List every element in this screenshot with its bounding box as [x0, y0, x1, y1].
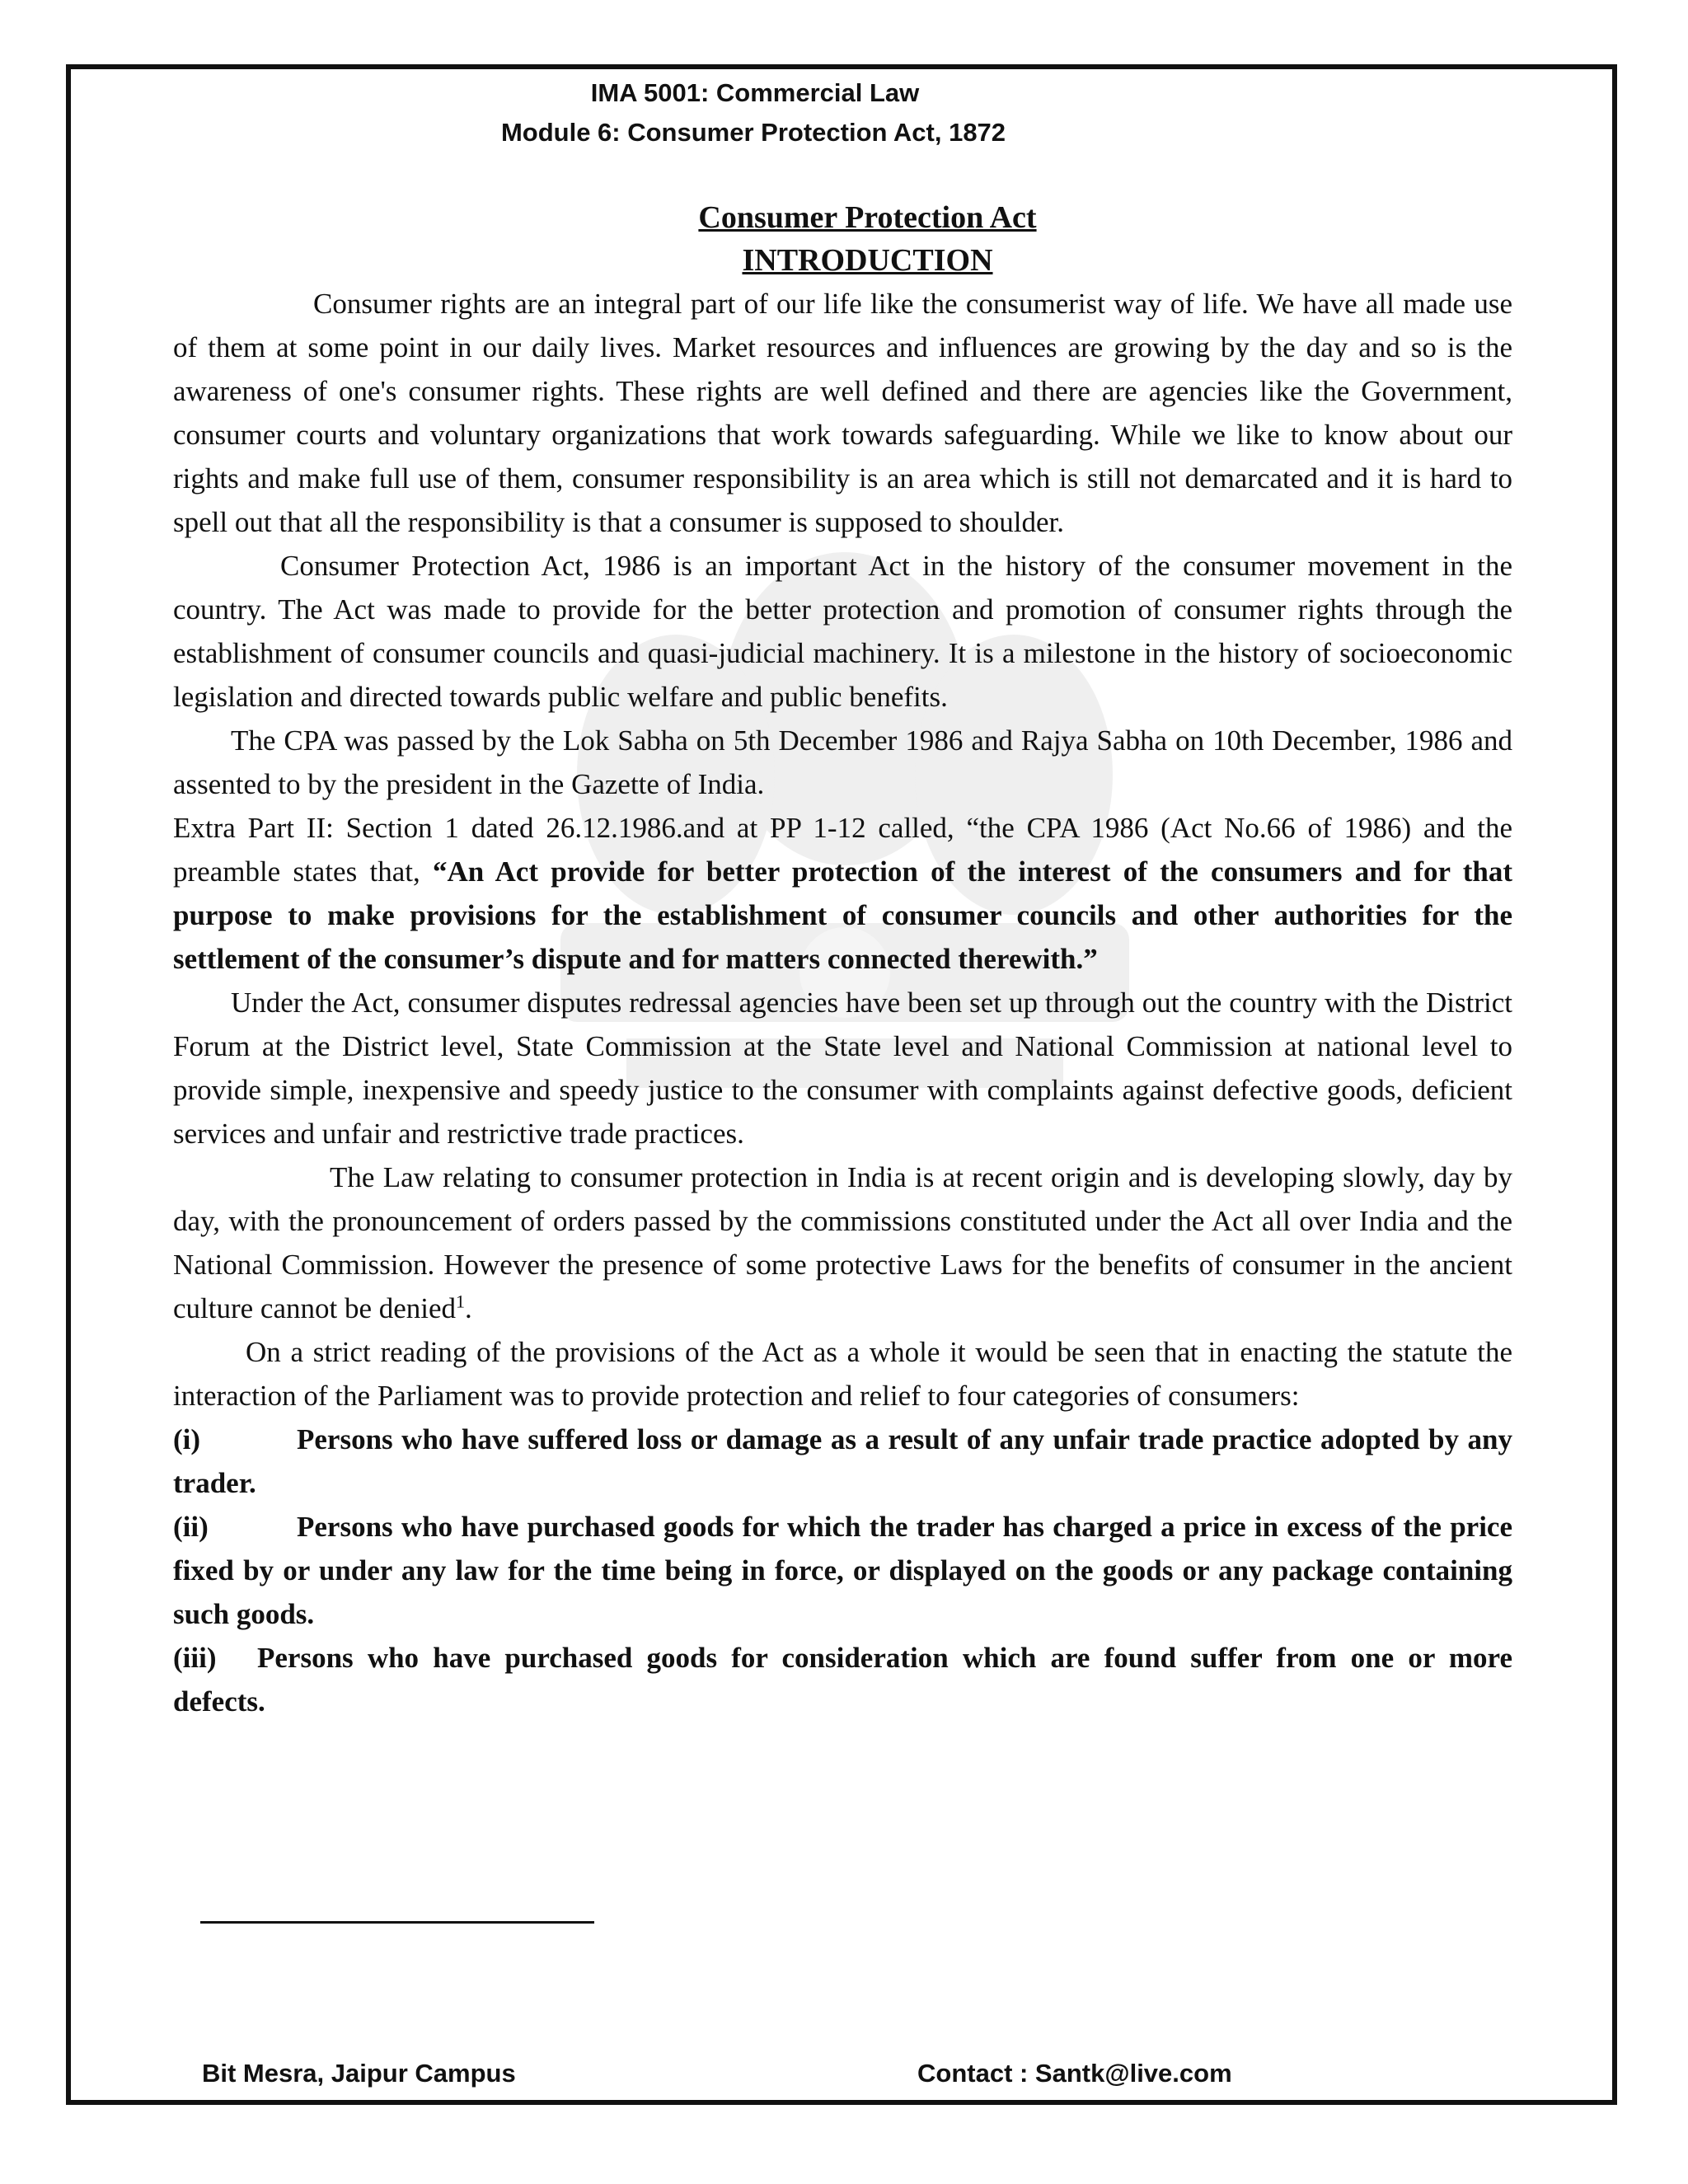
footer-contact: Contact : Santk@live.com [917, 2059, 1232, 2088]
document-body [173, 196, 1512, 1723]
footnote-ref: 1 [456, 1291, 466, 1312]
list-item-text: Persons who have purchased goods for which the trader has charged a price in excess of the price fixed by or under any law for the time being in force, or displayed on the goods or any package containing such goods. [173, 1511, 1512, 1630]
list-item-text: Persons who have suffered loss or damage as a result of any unfair trade practice adopted by any trader. [173, 1423, 1512, 1499]
paragraph-6: The Law relating to consumer protection in India is at recent origin and is developing slowly, day by day, with the pronouncement of orders passed by the commissions constituted under the Act all over India and the National Commission. However the presence of some protective Laws for the benefits of consumer in the ancient culture cannot be denied$^1$. [173, 1161, 1512, 1324]
footnote-separator [200, 1921, 594, 1924]
course-header: IMA 5001: Commercial Law [590, 78, 920, 107]
section-heading: INTRODUCTION [742, 243, 993, 278]
list-item-number: (i) [173, 1423, 201, 1455]
paragraph-4-plain: Extra Part II: Section 1 dated 26.12.1986.and at PP 1-12 called, “the CPA 1986 (Act No.66 of 1986) and the preamble states that, [173, 812, 1512, 888]
list-item [173, 1418, 1512, 1505]
paragraph-7: On a strict reading of the provisions of the Act as a whole it would be seen that in enacting the statute the interaction of the Parliament was to provide protection and relief to four categories of consumers: [173, 1336, 1512, 1412]
paragraph-2: Consumer Protection Act, 1986 is an important Act in the history of the consumer movement in the country. The Act was made to provide for the better protection and promotion of consumer rights through the establishment of consumer councils and quasi-judicial machinery. It is a milestone in the history of socioeconomic legislation and directed towards public welfare and public benefits. [173, 550, 1512, 713]
list-item [173, 1505, 1512, 1636]
list-item-text: Persons who have purchased goods for consideration which are found suffer from one or more defects. [173, 1642, 1512, 1718]
list-item-number: (iii) [173, 1642, 217, 1674]
paragraph-4 [173, 806, 1512, 981]
footer-campus: Bit Mesra, Jaipur Campus [202, 2059, 516, 2088]
list-item [173, 1636, 1512, 1723]
paragraph-6-text: The Law relating to consumer protection in India is at recent origin and is developing slowly, day by day, with the pronouncement of orders passed by the commissions constituted under the Act all over India and the National Commission. However the presence of some protective Laws for the benefits of consumer in the ancient culture cannot be denied [173, 1161, 1512, 1324]
preamble-quote: “An Act provide for better protection of the interest of the consumers and for that purpose to make provisions for the establishment of consumer councils and other authorities for the settlement of the consumer’s dispute and for matters connected therewith.” [173, 855, 1512, 975]
paragraph-3: The CPA was passed by the Lok Sabha on 5th December 1986 and Rajya Sabha on 10th December, 1986 and assented to by the president in the Gazette of India. [173, 724, 1512, 800]
paragraph-1: Consumer rights are an integral part of our life like the consumerist way of life. We have all made use of them at some point in our daily lives. Market resources and influences are growing by the day and so is the awareness of one's consumer rights. These rights are well defined and there are agencies like the Government, consumer courts and voluntary organizations that work towards safeguarding. While we like to know about our rights and make full use of them, consumer responsibility is an area which is still not demarcated and it is hard to spell out that all the responsibility is that a consumer is supposed to shoulder. [173, 288, 1512, 538]
list-item-number: (ii) [173, 1511, 209, 1543]
document-title: Consumer Protection Act [698, 200, 1037, 235]
module-header: Module 6: Consumer Protection Act, 1872 [500, 118, 1006, 147]
paragraph-5: Under the Act, consumer disputes redressal agencies have been set up through out the country with the District Forum at the District level, State Commission at the State level and National Commission at national level to provide simple, inexpensive and speedy justice to the consumer with complaints against defective goods, deficient services and unfair and restrictive trade practices. [173, 987, 1512, 1150]
